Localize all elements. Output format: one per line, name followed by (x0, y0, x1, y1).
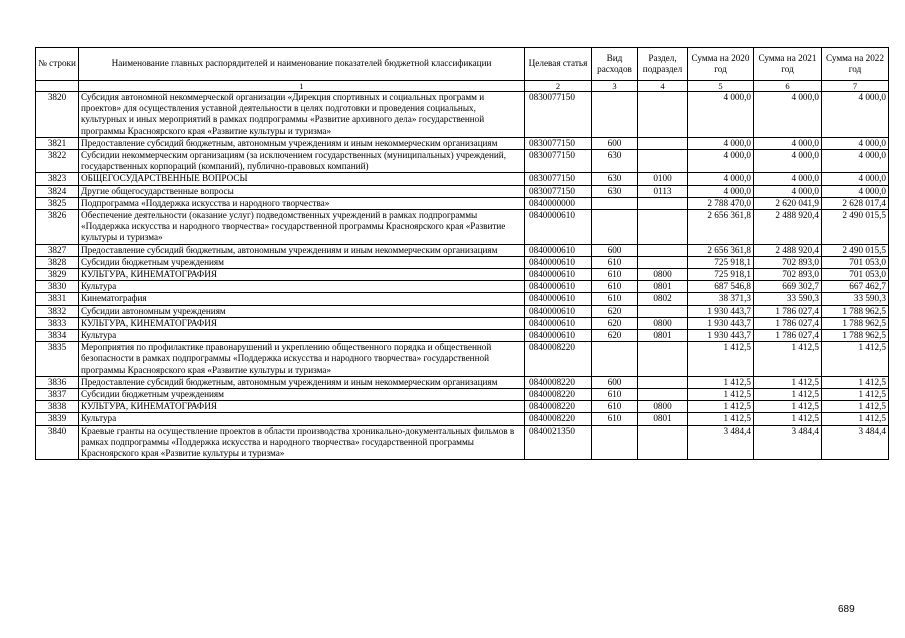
expense-type (592, 197, 638, 209)
row-number: 3830 (36, 281, 79, 293)
expense-type: 620 (592, 330, 638, 342)
amount-2021: 1 786 027,4 (754, 330, 822, 342)
amount-2022: 1 788 962,5 (822, 317, 889, 329)
amount-2021: 1 412,5 (754, 376, 822, 388)
expense-type: 630 (592, 150, 638, 173)
row-name: Культура (79, 330, 525, 342)
target-article: 0830077150 (525, 173, 592, 185)
row-number: 3828 (36, 256, 79, 268)
amount-2022: 701 053,0 (822, 269, 889, 281)
amount-2020: 687 546,8 (688, 281, 754, 293)
target-article: 0830077150 (525, 92, 592, 138)
column-number: 3 (592, 81, 638, 92)
header-sum-2022: Сумма на 2022 год (822, 48, 889, 81)
amount-2021: 1 412,5 (754, 342, 822, 377)
amount-2021: 2 488 920,4 (754, 210, 822, 245)
amount-2020: 1 930 443,7 (688, 317, 754, 329)
amount-2021: 4 000,0 (754, 185, 822, 197)
row-number: 3832 (36, 305, 79, 317)
target-article: 0840000610 (525, 330, 592, 342)
section-code (638, 150, 688, 173)
amount-2021: 1 412,5 (754, 413, 822, 425)
row-number: 3836 (36, 376, 79, 388)
row-name: Субсидии бюджетным учреждениям (79, 389, 525, 401)
row-number: 3829 (36, 269, 79, 281)
section-code: 0800 (638, 317, 688, 329)
amount-2020: 2 656 361,8 (688, 210, 754, 245)
amount-2020: 1 412,5 (688, 401, 754, 413)
row-name: Краевые гранты на осуществление проектов в области производства хроникально-документальных фильмов в рамках подпрограммы «Поддержка искусства и народного творчества» государственной программы Красноярского края «Развитие культуры и туризма» (79, 425, 525, 460)
section-code: 0800 (638, 269, 688, 281)
amount-2022: 1 412,5 (822, 376, 889, 388)
expense-type: 610 (592, 256, 638, 268)
table-row (36, 269, 889, 281)
amount-2022: 2 628 017,4 (822, 197, 889, 209)
table-row (36, 305, 889, 317)
table-row (36, 150, 889, 173)
row-number: 3826 (36, 210, 79, 245)
expense-type: 610 (592, 413, 638, 425)
amount-2020: 1 412,5 (688, 389, 754, 401)
budget-table (35, 47, 889, 460)
amount-2021: 2 620 041,9 (754, 197, 822, 209)
header-row (36, 48, 889, 81)
expense-type: 610 (592, 293, 638, 305)
row-name: Мероприятия по профилактике правонарушений и укреплению общественного порядка и общественной безопасности в рамках подпрограммы «Поддержка искусства и народного творчества» государственной программы Красноярского края «Развитие культуры и туризма» (79, 342, 525, 377)
amount-2021: 4 000,0 (754, 173, 822, 185)
row-name: Другие общегосударственные вопросы (79, 185, 525, 197)
amount-2022: 1 788 962,5 (822, 305, 889, 317)
expense-type (592, 92, 638, 138)
section-code (638, 210, 688, 245)
amount-2021: 4 000,0 (754, 137, 822, 149)
target-article: 0830077150 (525, 150, 592, 173)
expense-type (592, 425, 638, 460)
target-article: 0840021350 (525, 425, 592, 460)
row-name: Субсидии некоммерческим организациям (за исключением государственных (муниципальных) учреждений, государственных корпораций (компаний), публично-правовых компаний) (79, 150, 525, 173)
row-name: КУЛЬТУРА, КИНЕМАТОГРАФИЯ (79, 317, 525, 329)
row-name: ОБЩЕГОСУДАРСТВЕННЫЕ ВОПРОСЫ (79, 173, 525, 185)
row-number: 3835 (36, 342, 79, 377)
section-code (638, 305, 688, 317)
column-number: 1 (79, 81, 525, 92)
section-code: 0113 (638, 185, 688, 197)
row-number: 3838 (36, 401, 79, 413)
amount-2022: 2 490 015,5 (822, 244, 889, 256)
section-code (638, 425, 688, 460)
amount-2020: 725 918,1 (688, 269, 754, 281)
header-section: Раздел, подраздел (638, 48, 688, 81)
row-name: Предоставление субсидий бюджетным, автономным учреждениям и иным некоммерческим организациям (79, 244, 525, 256)
amount-2020: 1 930 443,7 (688, 305, 754, 317)
amount-2020: 3 484,4 (688, 425, 754, 460)
amount-2022: 4 000,0 (822, 137, 889, 149)
target-article: 0840000610 (525, 293, 592, 305)
section-code (638, 256, 688, 268)
table-row (36, 376, 889, 388)
target-article: 0830077150 (525, 185, 592, 197)
target-article: 0840008220 (525, 401, 592, 413)
target-article: 0840008220 (525, 376, 592, 388)
header-target: Целевая статья (525, 48, 592, 81)
target-article: 0840000610 (525, 269, 592, 281)
expense-type: 610 (592, 389, 638, 401)
amount-2021: 33 590,3 (754, 293, 822, 305)
section-code: 0100 (638, 173, 688, 185)
amount-2020: 2 788 470,0 (688, 197, 754, 209)
column-number: 2 (525, 81, 592, 92)
row-name: Культура (79, 281, 525, 293)
target-article: 0840000610 (525, 281, 592, 293)
amount-2020: 4 000,0 (688, 92, 754, 138)
row-number: 3821 (36, 137, 79, 149)
amount-2020: 4 000,0 (688, 150, 754, 173)
target-article: 0840000000 (525, 197, 592, 209)
target-article: 0840008220 (525, 413, 592, 425)
amount-2021: 3 484,4 (754, 425, 822, 460)
amount-2022: 1 412,5 (822, 389, 889, 401)
expense-type: 600 (592, 137, 638, 149)
table-row (36, 210, 889, 245)
amount-2021: 1 786 027,4 (754, 317, 822, 329)
section-code (638, 376, 688, 388)
row-number: 3837 (36, 389, 79, 401)
expense-type: 630 (592, 173, 638, 185)
expense-type: 610 (592, 269, 638, 281)
table-row (36, 330, 889, 342)
table-row (36, 173, 889, 185)
expense-type: 630 (592, 185, 638, 197)
amount-2020: 1 412,5 (688, 376, 754, 388)
section-code (638, 197, 688, 209)
target-article: 0840000610 (525, 305, 592, 317)
amount-2022: 4 000,0 (822, 185, 889, 197)
row-name: Предоставление субсидий бюджетным, автономным учреждениям и иным некоммерческим организациям (79, 376, 525, 388)
amount-2022: 2 490 015,5 (822, 210, 889, 245)
header-name: Наименование главных распорядителей и наименование показателей бюджетной классификации (79, 48, 525, 81)
row-number: 3840 (36, 425, 79, 460)
column-number: 5 (688, 81, 754, 92)
amount-2022: 701 053,0 (822, 256, 889, 268)
page-number: 689 (838, 604, 855, 615)
target-article: 0830077150 (525, 137, 592, 149)
row-name: Предоставление субсидий бюджетным, автономным учреждениям и иным некоммерческим организациям (79, 137, 525, 149)
table-row (36, 197, 889, 209)
expense-type: 610 (592, 281, 638, 293)
target-article: 0840008220 (525, 342, 592, 377)
amount-2021: 4 000,0 (754, 92, 822, 138)
row-name: Обеспечение деятельности (оказание услуг) подведомственных учреждений в рамках подпрограммы «Поддержка искусства и народного творчества» государственной программы Красноярского края «Развитие культуры и туризма» (79, 210, 525, 245)
row-number: 3839 (36, 413, 79, 425)
table-row (36, 244, 889, 256)
section-code (638, 389, 688, 401)
section-code: 0801 (638, 413, 688, 425)
table-row (36, 342, 889, 377)
row-name: КУЛЬТУРА, КИНЕМАТОГРАФИЯ (79, 269, 525, 281)
header-sum-2021: Сумма на 2021 год (754, 48, 822, 81)
table-row (36, 281, 889, 293)
table-row (36, 389, 889, 401)
row-name: Культура (79, 413, 525, 425)
expense-type (592, 342, 638, 377)
section-code: 0801 (638, 281, 688, 293)
amount-2022: 1 788 962,5 (822, 330, 889, 342)
amount-2021: 1 412,5 (754, 401, 822, 413)
amount-2020: 1 930 443,7 (688, 330, 754, 342)
row-number: 3827 (36, 244, 79, 256)
amount-2022: 4 000,0 (822, 92, 889, 138)
row-name: Субсидии бюджетным учреждениям (79, 256, 525, 268)
header-row-no: № строки (36, 48, 79, 81)
row-number: 3820 (36, 92, 79, 138)
expense-type: 620 (592, 305, 638, 317)
amount-2020: 2 656 361,8 (688, 244, 754, 256)
column-number: 7 (822, 81, 889, 92)
table-row (36, 92, 889, 138)
expense-type: 600 (592, 244, 638, 256)
row-number: 3833 (36, 317, 79, 329)
column-number-row (36, 81, 889, 92)
expense-type (592, 210, 638, 245)
amount-2022: 4 000,0 (822, 173, 889, 185)
table-row (36, 137, 889, 149)
target-article: 0840000610 (525, 317, 592, 329)
row-name: Субсидии автономным учреждениям (79, 305, 525, 317)
amount-2022: 667 462,7 (822, 281, 889, 293)
table-row (36, 425, 889, 460)
header-type: Вид расходов (592, 48, 638, 81)
amount-2021: 669 302,7 (754, 281, 822, 293)
row-name: Кинематография (79, 293, 525, 305)
table-row (36, 185, 889, 197)
section-code (638, 137, 688, 149)
section-code (638, 244, 688, 256)
amount-2021: 702 893,0 (754, 256, 822, 268)
section-code (638, 342, 688, 377)
amount-2020: 4 000,0 (688, 173, 754, 185)
section-code (638, 92, 688, 138)
expense-type: 600 (592, 376, 638, 388)
column-number: 4 (638, 81, 688, 92)
target-article: 0840000610 (525, 244, 592, 256)
amount-2021: 4 000,0 (754, 150, 822, 173)
expense-type: 610 (592, 401, 638, 413)
amount-2021: 2 488 920,4 (754, 244, 822, 256)
budget-table-container (35, 47, 889, 460)
row-name: Субсидия автономной некоммерческой организации «Дирекция спортивных и социальных программ и проектов» для осуществления уставной деятельности в целях подготовки и проведения социальных, культурных и иных мероприятий в рамках подпрограммы «Развитие архивного дела» государственной программы Красноярского края «Развитие культуры и туризма» (79, 92, 525, 138)
amount-2020: 4 000,0 (688, 137, 754, 149)
amount-2020: 725 918,1 (688, 256, 754, 268)
table-row (36, 413, 889, 425)
amount-2022: 3 484,4 (822, 425, 889, 460)
amount-2022: 4 000,0 (822, 150, 889, 173)
amount-2021: 1 786 027,4 (754, 305, 822, 317)
table-row (36, 256, 889, 268)
table-row (36, 401, 889, 413)
section-code: 0802 (638, 293, 688, 305)
row-number: 3831 (36, 293, 79, 305)
column-number: 6 (754, 81, 822, 92)
table-row (36, 293, 889, 305)
amount-2022: 1 412,5 (822, 401, 889, 413)
row-number: 3825 (36, 197, 79, 209)
section-code: 0800 (638, 401, 688, 413)
amount-2020: 1 412,5 (688, 413, 754, 425)
amount-2022: 1 412,5 (822, 342, 889, 377)
amount-2022: 1 412,5 (822, 413, 889, 425)
amount-2020: 38 371,3 (688, 293, 754, 305)
row-number: 3824 (36, 185, 79, 197)
amount-2020: 4 000,0 (688, 185, 754, 197)
amount-2020: 1 412,5 (688, 342, 754, 377)
amount-2021: 702 893,0 (754, 269, 822, 281)
table-row (36, 317, 889, 329)
row-number: 3823 (36, 173, 79, 185)
row-number: 3834 (36, 330, 79, 342)
target-article: 0840008220 (525, 389, 592, 401)
target-article: 0840000610 (525, 256, 592, 268)
amount-2022: 33 590,3 (822, 293, 889, 305)
row-name: Подпрограмма «Поддержка искусства и народного творчества» (79, 197, 525, 209)
expense-type: 620 (592, 317, 638, 329)
column-number (36, 81, 79, 92)
row-number: 3822 (36, 150, 79, 173)
section-code: 0801 (638, 330, 688, 342)
amount-2021: 1 412,5 (754, 389, 822, 401)
row-name: КУЛЬТУРА, КИНЕМАТОГРАФИЯ (79, 401, 525, 413)
table-body (36, 92, 889, 460)
header-sum-2020: Сумма на 2020 год (688, 48, 754, 81)
target-article: 0840000610 (525, 210, 592, 245)
